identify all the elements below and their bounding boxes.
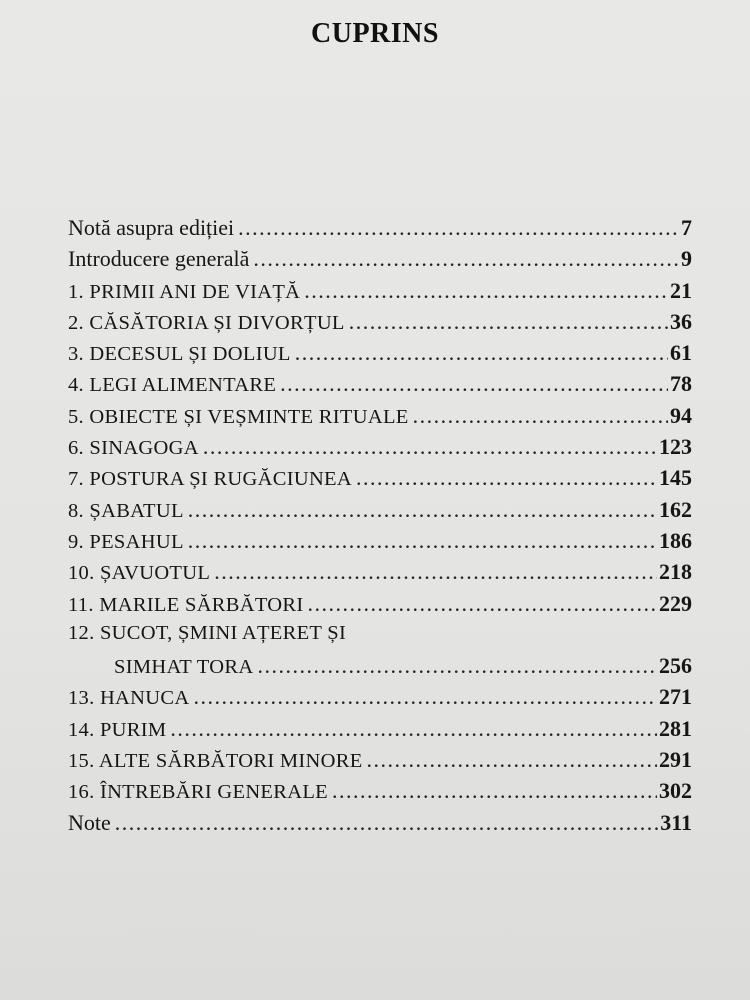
toc-entry-page: 21 — [670, 277, 692, 303]
toc-entry — [68, 747, 692, 778]
toc-entry-page: 218 — [659, 559, 692, 585]
toc-entry-label: 12. SUCOT, ȘMINI AȚERET ȘI — [68, 621, 347, 644]
toc-leader-dots — [367, 747, 657, 773]
toc-leader-dots — [304, 278, 668, 304]
toc-entry — [68, 622, 692, 653]
toc-entry — [68, 215, 692, 246]
toc-leader-dots — [413, 403, 668, 429]
toc-leader-dots — [349, 309, 668, 335]
toc-entry-page: 229 — [659, 590, 692, 616]
toc-leader-dots — [253, 246, 679, 272]
toc-entry — [68, 528, 692, 559]
toc-leader-dots — [170, 716, 657, 742]
toc-entry-page: 61 — [670, 340, 692, 366]
toc-leader-dots — [308, 591, 657, 617]
toc-entry-label: 13. HANUCA — [68, 687, 190, 710]
toc-leader-dots — [238, 215, 679, 241]
toc-leader-dots — [257, 653, 657, 679]
toc-entry-page: 256 — [659, 653, 692, 679]
toc-entry-label: Notă asupra ediției — [68, 215, 235, 240]
toc-entry — [68, 371, 692, 402]
toc-entry-label: SIMHAT TORA — [114, 656, 254, 679]
toc-entry — [68, 403, 692, 434]
toc-entry-page: 281 — [659, 715, 692, 741]
toc-entry — [68, 309, 692, 340]
toc-entry-label: 9. PESAHUL — [68, 530, 184, 553]
toc-entry — [68, 716, 692, 747]
toc-entry-label: 10. ȘAVUOTUL — [68, 562, 211, 585]
toc-entry-label: 5. OBIECTE ȘI VEȘMINTE RITUALE — [68, 405, 409, 428]
toc-entry-page: 36 — [670, 308, 692, 334]
toc-entry-label: 2. CĂSĂTORIA ȘI DIVORȚUL — [68, 311, 345, 334]
toc-entry-label: 7. POSTURA ȘI RUGĂCIUNEA — [68, 468, 352, 491]
toc-entry — [68, 559, 692, 590]
toc-entry — [68, 653, 692, 684]
toc-entry-label: 6. SINAGOGA — [68, 437, 199, 460]
toc-entry-label: 4. LEGI ALIMENTARE — [68, 374, 277, 397]
toc-entry-page: 145 — [659, 465, 692, 491]
toc-entry-page: 186 — [659, 527, 692, 553]
toc-entry-page: 311 — [660, 809, 692, 835]
toc-entry-label: 16. ÎNTREBĂRI GENERALE — [68, 781, 328, 804]
page-title: CUPRINS — [311, 18, 439, 49]
toc-leader-dots — [356, 465, 657, 491]
toc-entry — [68, 434, 692, 465]
toc-entry-label: Note — [68, 809, 111, 835]
toc-leader-dots — [188, 528, 657, 554]
toc-leader-dots — [188, 497, 657, 523]
toc-entry-label: 3. DECESUL ȘI DOLIUL — [68, 343, 291, 366]
toc-leader-dots — [214, 559, 657, 585]
toc-entry — [68, 810, 692, 841]
toc-entry — [68, 778, 692, 809]
toc-leader-dots — [295, 340, 668, 366]
toc-entry-label: 14. PURIM — [68, 718, 167, 741]
toc-entry-page: 302 — [659, 778, 692, 804]
toc-leader-dots — [280, 371, 668, 397]
toc-entry-page: 162 — [659, 496, 692, 522]
toc-leader-dots — [115, 810, 658, 836]
toc-entry — [68, 497, 692, 528]
toc-entry — [68, 684, 692, 715]
toc-entry — [68, 591, 692, 622]
toc-entry-page: 9 — [681, 246, 692, 272]
toc-entry — [68, 278, 692, 309]
toc-entry-label: 1. PRIMII ANI DE VIAȚĂ — [68, 280, 301, 303]
toc-leader-dots — [203, 434, 657, 460]
toc-entry-label: 15. ALTE SĂRBĂTORI MINORE — [68, 750, 363, 773]
toc-entry-page: 271 — [659, 684, 692, 710]
toc-entry-label: Introducere generală — [68, 246, 250, 272]
toc-entry-page: 78 — [670, 371, 692, 397]
toc-entry-label: 8. ȘABATUL — [68, 499, 184, 522]
toc-entry — [68, 246, 692, 277]
toc-entry — [68, 465, 692, 496]
toc-leader-dots — [193, 684, 657, 710]
toc-entry-page: 291 — [659, 747, 692, 773]
toc-entry-page: 123 — [659, 434, 692, 460]
toc-entry — [68, 340, 692, 371]
toc-entry-label: 11. MARILE SĂRBĂTORI — [68, 593, 304, 616]
toc-entry-page: 94 — [670, 402, 692, 428]
table-of-contents — [68, 215, 692, 841]
toc-leader-dots — [332, 778, 657, 804]
toc-entry-page: 7 — [681, 215, 692, 240]
